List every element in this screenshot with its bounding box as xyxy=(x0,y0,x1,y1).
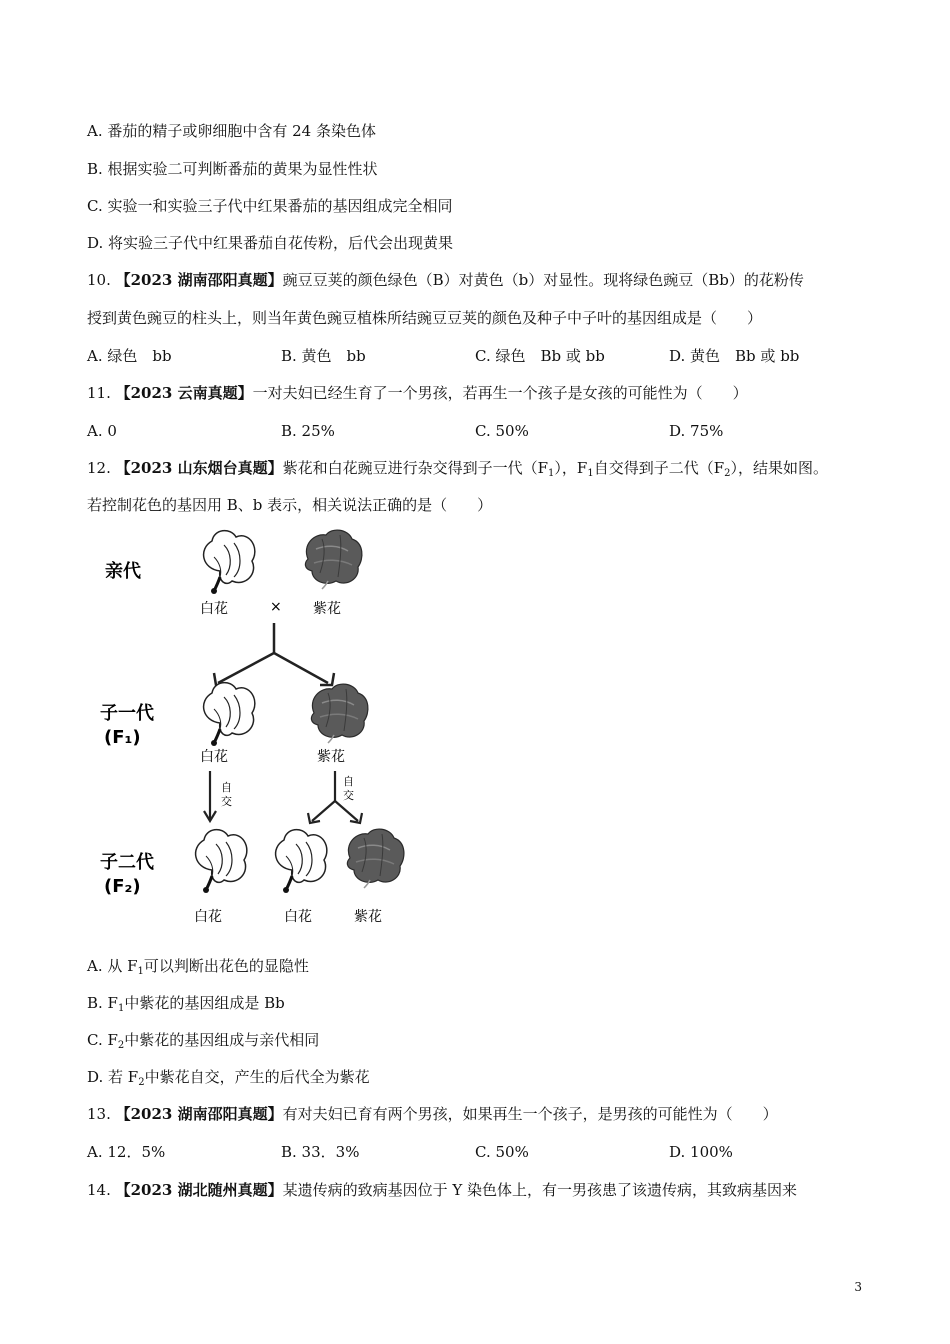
q12-stem-line2: 若控制花色的基因用 B、b 表示，相关说法正确的是（ ） xyxy=(87,496,493,514)
q13-text: 有对夫妇已育有两个男孩，如果再生一个孩子，是男孩的可能性为（ ） xyxy=(282,1105,778,1123)
f1-generation-label: 子一代 xyxy=(100,703,154,724)
q12-sub: 1 xyxy=(137,966,144,977)
q11-stem xyxy=(87,383,748,403)
q14-text: 某遗传病的致病基因位于 Y 染色体上，有一男孩患了该遗传病，其致病基因来 xyxy=(282,1181,798,1199)
q12-option-b xyxy=(87,993,285,1013)
q9-option-c: C. 实验一和实验三子代中红果番茄的基因组成完全相同 xyxy=(87,197,453,215)
q12-option-b-pre: B. F xyxy=(87,994,118,1012)
q12-text-a: 紫花和白花豌豆进行杂交得到子一代（F xyxy=(282,459,549,477)
purple-flower-icon xyxy=(311,684,368,743)
self-label-right: 自 xyxy=(343,775,354,788)
q12-sub: 2 xyxy=(117,1040,125,1051)
purple-flower-icon xyxy=(347,829,404,888)
white-flower-icon xyxy=(204,683,255,746)
q10-option-a: A. 绿色 bb xyxy=(87,347,172,365)
q12-option-d-post: 中紫花自交，产生的后代全为紫花 xyxy=(144,1068,370,1086)
q12-number: 12. xyxy=(87,459,116,477)
self-label-right: 交 xyxy=(343,789,354,802)
q11-option-d: D. 75% xyxy=(669,422,724,440)
q12-text-b: ），F xyxy=(554,459,588,477)
parent-generation-label: 亲代 xyxy=(105,561,141,582)
q12-option-c-post: 中紫花的基因组成与亲代相同 xyxy=(124,1031,320,1049)
q13-number: 13. xyxy=(87,1105,116,1123)
f1-purple-label: 紫花 xyxy=(317,749,345,765)
q13-option-a: A. 12．5% xyxy=(87,1143,166,1161)
q13-option-d: D. 100% xyxy=(669,1143,733,1161)
q10-stem-line1 xyxy=(87,270,804,290)
q14-stem xyxy=(87,1180,797,1200)
q13-stem xyxy=(87,1104,778,1124)
q14-source-tag: 【2023 湖北随州真题】 xyxy=(115,1181,283,1199)
q11-text: 一对夫妇已经生育了一个男孩，若再生一个孩子是女孩的可能性为（ ） xyxy=(252,384,748,402)
q11-number: 11. xyxy=(87,384,116,402)
q12-option-d-pre: D. 若 F xyxy=(87,1068,139,1086)
q12-option-a-pre: A. 从 F xyxy=(87,957,138,975)
q10-option-d: D. 黄色 Bb 或 bb xyxy=(669,347,800,365)
q12-sub: 1 xyxy=(548,468,555,479)
q12-option-a-post: 可以判断出花色的显隐性 xyxy=(143,957,309,975)
white-flower-icon xyxy=(276,830,327,893)
purple-flower-icon xyxy=(305,530,362,589)
q11-option-b: B. 25% xyxy=(281,422,335,440)
q11-option-c: C. 50% xyxy=(475,422,529,440)
q12-option-c-pre: C. F xyxy=(87,1031,118,1049)
f1-white-label: 白花 xyxy=(200,749,228,765)
q9-option-d: D. 将实验三子代中红果番茄自花传粉，后代会出现黄果 xyxy=(87,234,454,252)
f1-generation-symbol: (F₁) xyxy=(104,727,141,748)
q12-text-c: 自交得到子二代（F xyxy=(593,459,725,477)
pea-cross-diagram xyxy=(90,525,410,935)
q10-option-c: C. 绿色 Bb 或 bb xyxy=(475,347,605,365)
parent-white-label: 白花 xyxy=(200,601,228,617)
q10-option-b: B. 黄色 bb xyxy=(281,347,366,365)
cross-symbol: × xyxy=(270,599,282,615)
q11-source-tag: 【2023 云南真题】 xyxy=(115,384,253,402)
q13-option-c: C. 50% xyxy=(475,1143,529,1161)
parent-purple-label: 紫花 xyxy=(313,601,341,617)
q12-option-c xyxy=(87,1030,319,1050)
q9-option-a: A. 番茄的精子或卵细胞中含有 24 条染色体 xyxy=(87,122,376,140)
f2-white-label-1: 白花 xyxy=(194,909,222,925)
q12-sub: 2 xyxy=(724,468,731,479)
q10-source-tag: 【2023 湖南邵阳真题】 xyxy=(115,271,283,289)
f2-generation-label: 子二代 xyxy=(100,852,154,873)
q11-option-a: A. 0 xyxy=(87,422,117,440)
self-label-left: 交 xyxy=(221,795,232,808)
q13-option-b: B. 33．3% xyxy=(281,1143,360,1161)
white-flower-icon xyxy=(196,830,247,893)
q12-sub: 1 xyxy=(587,468,594,479)
q14-number: 14. xyxy=(87,1181,116,1199)
q12-stem-line1 xyxy=(87,458,828,478)
q12-option-d xyxy=(87,1067,370,1087)
self-label-left: 自 xyxy=(221,781,232,794)
f2-generation-symbol: (F₂) xyxy=(104,876,141,897)
q12-option-a xyxy=(87,956,309,976)
page-number: 3 xyxy=(854,1280,862,1294)
q13-source-tag: 【2023 湖南邵阳真题】 xyxy=(115,1105,283,1123)
q10-number: 10. xyxy=(87,271,116,289)
cross-arrows xyxy=(214,623,334,685)
white-flower-icon xyxy=(204,531,255,594)
q12-source-tag: 【2023 山东烟台真题】 xyxy=(115,459,283,477)
q9-option-b: B. 根据实验二可判断番茄的黄果为显性性状 xyxy=(87,160,378,178)
q10-text: 豌豆豆荚的颜色绿色（B）对黄色（b）对显性。现将绿色豌豆（Bb）的花粉传 xyxy=(282,271,804,289)
f2-purple-label: 紫花 xyxy=(354,909,382,925)
q12-sub: 2 xyxy=(138,1077,145,1088)
q12-text-d: ），结果如图。 xyxy=(730,459,829,477)
q12-option-b-post: 中紫花的基因组成是 Bb xyxy=(124,994,285,1012)
f2-white-label-2: 白花 xyxy=(284,909,312,925)
q10-stem-line2: 授到黄色豌豆的柱头上，则当年黄色豌豆植株所结豌豆豆荚的颜色及种子中子叶的基因组成是（ ） xyxy=(87,309,763,327)
q12-sub: 1 xyxy=(117,1003,125,1014)
